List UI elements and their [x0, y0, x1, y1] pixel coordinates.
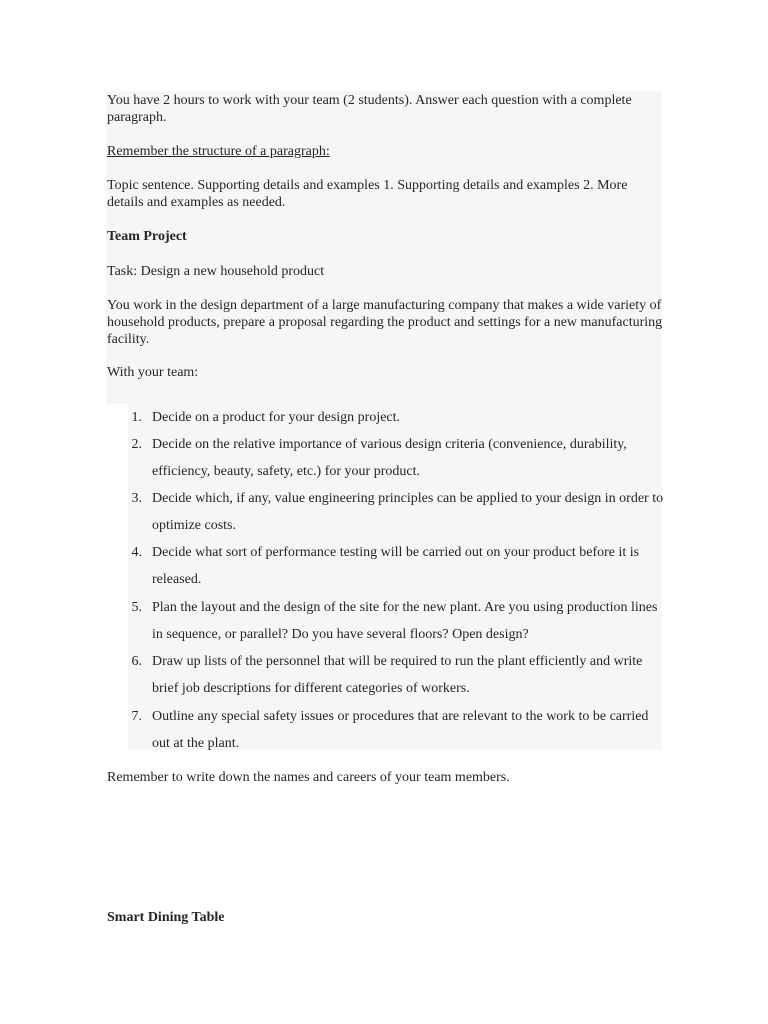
list-item — [128, 431, 668, 485]
shaded-region-top — [106, 91, 662, 404]
section-heading: Smart Dining Table — [107, 910, 225, 925]
list-number: 7. — [131, 709, 142, 724]
list-number: 1. — [131, 410, 142, 425]
list-text: Plan the layout and the design of the site for the new plant. Are you using production lines in sequence, or parallel? Do you have several floors? Open design? — [152, 600, 658, 642]
list-number: 6. — [131, 654, 142, 669]
list-text: Decide what sort of performance testing will be carried out on your product before it is released. — [152, 545, 640, 587]
list-item — [128, 404, 668, 431]
list-item — [128, 648, 668, 702]
list-number: 5. — [131, 600, 142, 615]
project-heading: Team Project — [107, 229, 187, 244]
context-paragraph: You work in the design department of a large manufacturing company that makes a wide variety of household products, prepare a proposal regarding the product and settings for a new manufacturing facility. — [107, 298, 663, 347]
list-item — [128, 703, 668, 757]
remember-heading: Remember the structure of a paragraph: — [107, 144, 330, 159]
list-text: Draw up lists of the personnel that will be required to run the plant efficiently and write brief job descriptions for different categories of workers. — [152, 654, 643, 696]
list-item — [128, 539, 668, 593]
intro-paragraph: You have 2 hours to work with your team (2 students). Answer each question with a complete paragraph. — [107, 93, 632, 125]
list-item — [128, 594, 668, 648]
task-line: Task: Design a new household product — [107, 264, 325, 279]
closing-paragraph: Remember to write down the names and careers of your team members. — [107, 770, 510, 785]
list-number: 3. — [131, 491, 142, 506]
list-number: 4. — [131, 545, 142, 560]
with-team-label: With your team: — [107, 365, 199, 380]
list-item — [128, 485, 668, 539]
list-text: Decide on the relative importance of various design criteria (convenience, durability, efficiency, beauty, safety, etc.) for your product. — [152, 437, 627, 479]
structure-paragraph: Topic sentence. Supporting details and examples 1. Supporting details and examples 2. More details and examples as needed. — [107, 178, 628, 210]
list-text: Outline any special safety issues or procedures that are relevant to the work to be carried out at the plant. — [152, 709, 649, 751]
list-text: Decide which, if any, value engineering principles can be applied to your design in order to optimize costs. — [152, 491, 664, 533]
list-number: 2. — [131, 437, 142, 452]
list-text: Decide on a product for your design project. — [152, 410, 401, 425]
